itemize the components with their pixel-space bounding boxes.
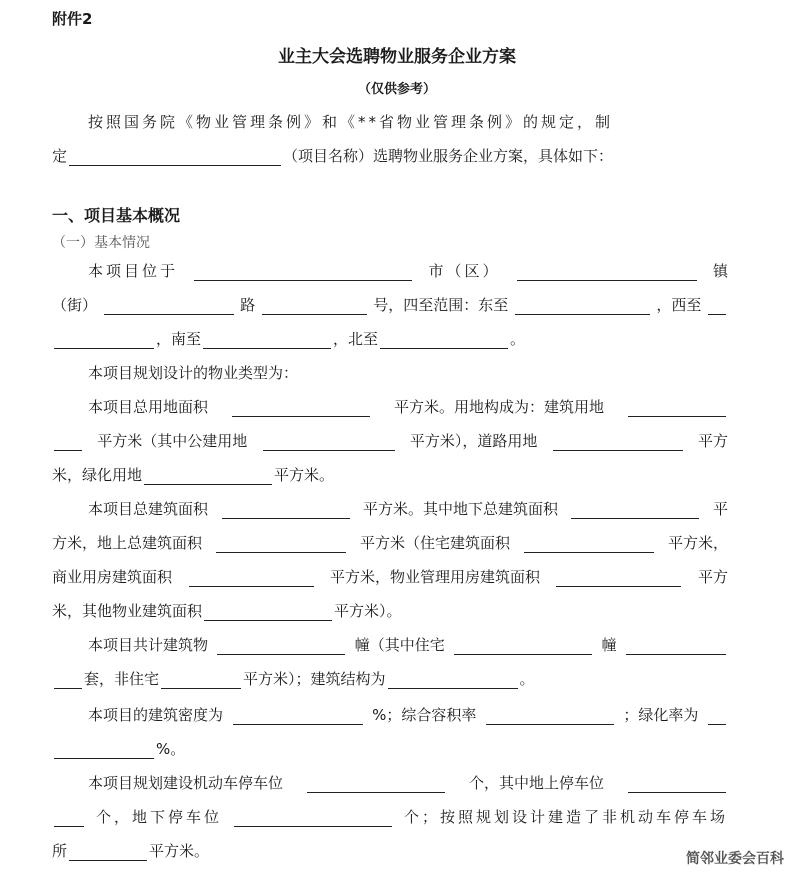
intro-text: （项目名称）选聘物业服务企业方案，具体如下： — [283, 147, 614, 165]
label: 平方 — [697, 568, 728, 586]
label: 镇 — [712, 262, 728, 280]
parking-line-1 — [52, 772, 728, 793]
label: 平 — [712, 500, 728, 518]
land-line-3 — [52, 464, 728, 485]
building-line-3 — [52, 566, 728, 587]
green-rate-blank-cont[interactable] — [54, 743, 154, 759]
residential-blank[interactable] — [524, 537, 654, 553]
label: 所 — [52, 842, 68, 860]
east-blank[interactable] — [515, 299, 650, 315]
green-land-blank[interactable] — [144, 469, 272, 485]
building-land-blank[interactable] — [628, 401, 726, 417]
label: 个，其中地上停车位 — [468, 774, 604, 792]
label: 个，地下停车位 — [95, 808, 222, 826]
parking-total-blank[interactable] — [307, 777, 445, 793]
label: 平方米）。 — [334, 602, 402, 620]
property-type: 本项目规划设计的物业类型为： — [88, 364, 299, 382]
building-land-blank-cont[interactable] — [54, 435, 82, 451]
unit-count-blank-cont[interactable] — [54, 673, 82, 689]
label: 。 — [510, 330, 526, 348]
building-line-4 — [52, 600, 728, 621]
district-blank[interactable] — [517, 265, 697, 281]
document-subtitle: （仅供参考） — [357, 82, 436, 97]
subsection-heading: （一）基本情况 — [52, 235, 150, 251]
land-line-2 — [52, 430, 728, 451]
mgmt-blank[interactable] — [556, 571, 681, 587]
count-line-1 — [52, 634, 728, 655]
label: 市（区） — [428, 262, 501, 280]
label: 平方米。用地构成为：建筑用地 — [393, 398, 604, 416]
label: 个；按照规划设计建造了非机动车停车场 — [403, 808, 728, 826]
label: ；绿化率为 — [623, 706, 699, 724]
above-parking-blank-cont[interactable] — [54, 811, 84, 827]
other-building-blank[interactable] — [204, 605, 332, 621]
density-line-2 — [52, 738, 728, 759]
label: 平方米（住宅建筑面积 — [359, 534, 510, 552]
label: 本项目总建筑面积 — [88, 500, 209, 518]
building-line-1 — [52, 498, 728, 519]
label: 平方米，物业管理用房建筑面积 — [329, 568, 540, 586]
parking-line-3 — [52, 840, 728, 861]
green-rate-blank[interactable] — [708, 709, 726, 725]
unit-count-blank[interactable] — [626, 639, 726, 655]
location-line-1 — [52, 260, 728, 281]
label: 。 — [519, 670, 535, 688]
label: 平方米。 — [149, 842, 210, 860]
section-heading: 一、项目基本概况 — [52, 206, 181, 225]
label: 本项目共计建筑物 — [88, 636, 209, 654]
label: 平方米， — [667, 534, 728, 552]
building-count-blank[interactable] — [217, 639, 345, 655]
street-blank[interactable] — [104, 299, 234, 315]
density-blank[interactable] — [233, 709, 363, 725]
label: ，南至 — [156, 330, 202, 348]
label: 本项目规划建设机动车停车位 — [88, 774, 284, 792]
location-line-3 — [52, 328, 728, 349]
document-title: 业主大会选聘物业服务企业方案 — [278, 47, 516, 67]
west-blank-cont[interactable] — [54, 333, 154, 349]
road-blank[interactable] — [262, 299, 367, 315]
label: ，西至 — [656, 296, 702, 314]
label: 号，四至范围：东至 — [373, 296, 509, 314]
above-parking-blank[interactable] — [628, 777, 726, 793]
count-line-2 — [52, 668, 728, 689]
watermark: 简邻业委会百科 — [686, 851, 784, 867]
intro-line-2 — [52, 145, 728, 166]
structure-blank[interactable] — [388, 673, 518, 689]
label: 套，非住宅 — [84, 670, 160, 688]
attachment-label: 附件2 — [52, 10, 93, 28]
label: 本项目总用地面积 — [88, 398, 209, 416]
land-line-1 — [52, 396, 728, 417]
intro-text: 定 — [52, 147, 68, 165]
label: 平方米。其中地下总建筑面积 — [362, 500, 558, 518]
west-blank[interactable] — [708, 299, 726, 315]
label: 方米，地上总建筑面积 — [52, 534, 203, 552]
non-residential-blank[interactable] — [161, 673, 241, 689]
label: 平方米（其中公建用地 — [97, 432, 248, 450]
label: 本项目的建筑密度为 — [88, 706, 224, 724]
density-line-1 — [52, 704, 728, 725]
residential-count-blank[interactable] — [454, 639, 592, 655]
label: 米，其他物业建筑面积 — [52, 602, 203, 620]
underground-blank[interactable] — [571, 503, 699, 519]
total-building-blank[interactable] — [222, 503, 350, 519]
city-blank[interactable] — [194, 265, 412, 281]
above-ground-blank[interactable] — [216, 537, 346, 553]
project-name-blank[interactable] — [69, 150, 281, 166]
north-blank[interactable] — [380, 333, 508, 349]
building-line-2 — [52, 532, 728, 553]
intro-line-1: 按照国务院《物业管理条例》和《**省物业管理条例》的规定，制 — [88, 113, 614, 131]
bike-area-blank[interactable] — [69, 845, 147, 861]
total-land-blank[interactable] — [232, 401, 370, 417]
road-land-blank[interactable] — [553, 435, 683, 451]
label: 平方 — [697, 432, 728, 450]
label: 平方米。 — [274, 466, 335, 484]
label: %；综合容积率 — [372, 706, 477, 724]
label: 路 — [240, 296, 256, 314]
commercial-blank[interactable] — [189, 571, 314, 587]
public-land-blank[interactable] — [263, 435, 395, 451]
label: （街） — [52, 296, 98, 314]
label: 商业用房建筑面积 — [52, 568, 173, 586]
parking-line-2 — [52, 806, 728, 827]
label: 幢 — [601, 636, 617, 654]
south-blank[interactable] — [203, 333, 331, 349]
label: %。 — [156, 740, 186, 758]
label: 米，绿化用地 — [52, 466, 143, 484]
label: 平方米）；建筑结构为 — [243, 670, 386, 688]
far-blank[interactable] — [486, 709, 614, 725]
label: 幢（其中住宅 — [354, 636, 445, 654]
location-line-2 — [52, 294, 728, 315]
label: ，北至 — [333, 330, 379, 348]
label: 平方米），道路用地 — [409, 432, 538, 450]
under-parking-blank[interactable] — [234, 811, 392, 827]
label: 本项目位于 — [88, 262, 179, 280]
